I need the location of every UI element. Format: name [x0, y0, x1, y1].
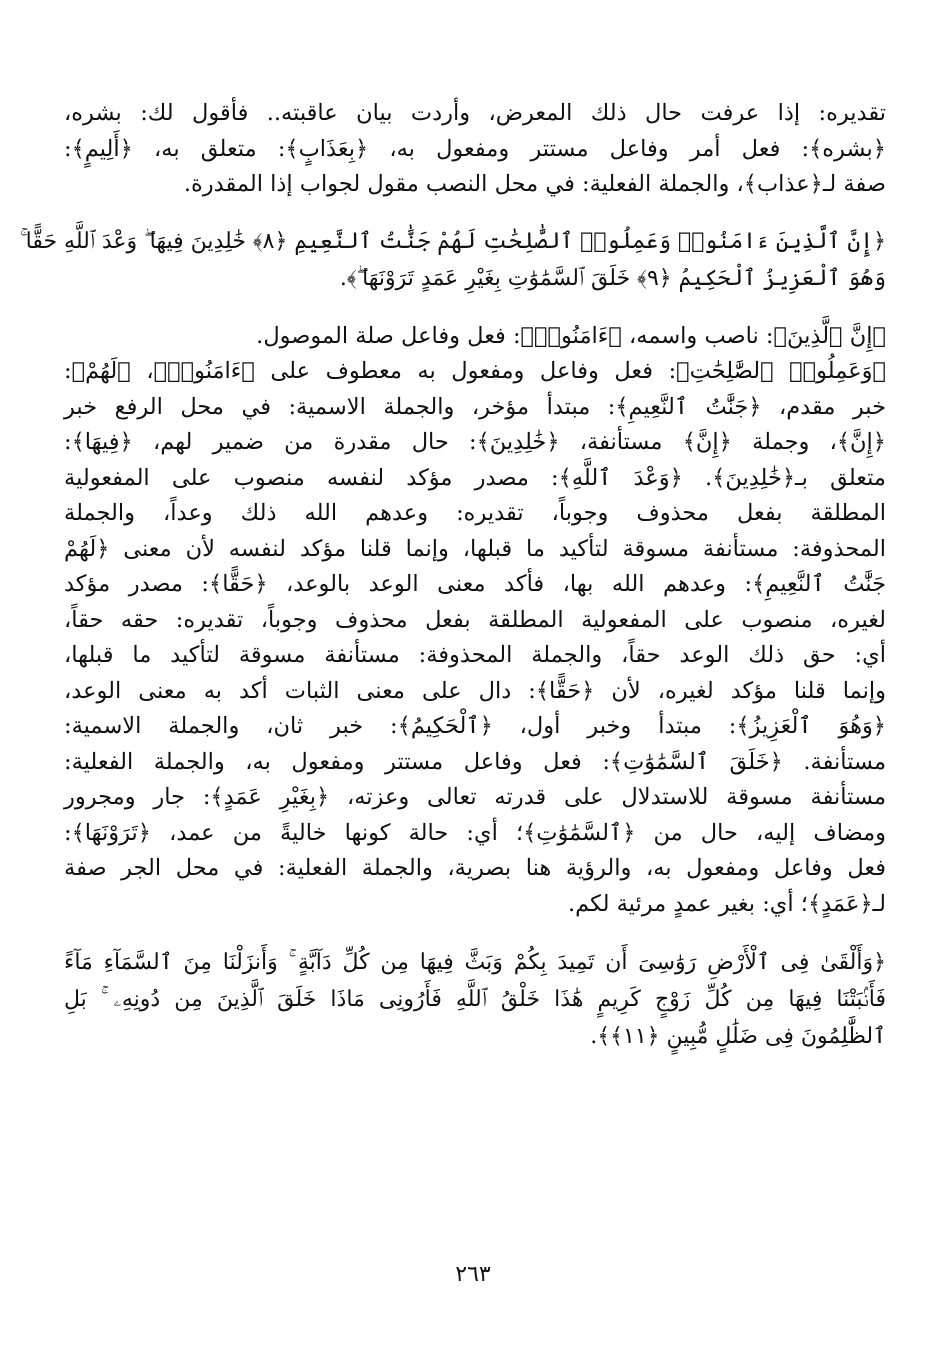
text-line: وإنما قلنا مؤكد لغيره، لأن ﴿حَقًّا﴾: دال على معنى الثبات أكد به معنى الوعد، — [64, 677, 886, 704]
verse-line: ﴿وَأَلْقَىٰ فِى ٱلْأَرْضِ رَوَٰسِىَ أَن تَمِيدَ بِكُمْ وَبَثَّ فِيهَا مِن كُلِّ دَآبَّةٍ ۚ وَأَنزَلْنَا مِنَ ٱلسَّمَآءِ مَآءً — [64, 950, 886, 975]
intro-paragraph — [64, 96, 886, 203]
quran-verse-10-11 — [64, 944, 886, 1055]
text-line: ﴿بشره﴾: فعل أمر وفاعل مستتر ومفعول به، ﴿بِعَذَابٍ﴾: متعلق به، ﴿أَلِيمٍ﴾: — [64, 135, 886, 162]
verse-line: وَهُوَ ٱلْعَزِيزُ ٱلْحَكِيمُ ﴿٩﴾ خَلَقَ ٱلسَّمَٰوَٰتِ بِغَيْرِ عَمَدٍ تَرَوْنَهَا ۖ﴾. — [339, 265, 886, 291]
text-line: مستأنفة. ﴿خَلَقَ ٱلسَّمَٰوَٰتِ﴾: فعل وفاعل مستتر ومفعول به، والجملة الفعلية: — [64, 748, 886, 775]
verse-line: فَأَنۢبَتْنَا فِيهَا مِن كُلِّ زَوْجٍ كَرِيمٍ هَٰذَا خَلْقُ ٱللَّهِ فَأَرُونِى مَاذَا خَلَقَ ٱلَّذِينَ مِن دُونِهِۦ ۚ بَلِ — [64, 987, 886, 1012]
verse-line: ٱلظَّٰلِمُونَ فِى ضَلَٰلٍ مُّبِينٍ ﴿١١﴾﴾. — [590, 1024, 886, 1049]
text-line: ﴿وَهُوَ ٱلْعَزِيزُ﴾: مبتدأ وخبر أول، ﴿ٱلْحَكِيمُ﴾: خبر ثان، والجملة الاسمية: — [64, 713, 886, 739]
text-line: لغيره، منصوب على المفعولية المطلقة بفعل محذوف وجوباً، تقديره: حقه حقاً، — [64, 606, 886, 633]
text-line: ﴿وَعَمِلُوا۟ ٱلصَّٰلِحَٰتِ﴾: فعل وفاعل ومفعول به معطوف على ﴿ءَامَنُوا۟﴾، ﴿لَهُمْ﴾: — [64, 358, 886, 384]
text-line: ﴿إِنَّ ٱلَّذِينَ﴾: ناصب واسمه، ﴿ءَامَنُوا۟﴾: فعل وفاعل صلة الموصول. — [256, 322, 886, 349]
text-line: لـ﴿عَمَدٍ﴾؛ أي: بغير عمدٍ مرئية لكم. — [568, 890, 886, 917]
quran-verse-8-9 — [20, 223, 886, 297]
text-line: صفة لـ﴿عذاب﴾، والجملة الفعلية: في محل النصب مقول لجواب إذا المقدرة. — [183, 171, 886, 197]
text-line: المحذوفة: مستأنفة مسوقة لتأكيد ما قبلها، وإنما قلنا مؤكد لنفسه لأن معنى ﴿لَهُمْ — [64, 535, 886, 562]
verse-line: ﴿إِنَّ ٱلَّذِينَ ءَامَنُوا۟ وَعَمِلُوا۟ ٱلصَّٰلِحَٰتِ لَهُمْ جَنَّٰتُ ٱلنَّعِيمِ ﴿٨﴾ خَٰلِدِينَ فِيهَا ۖ وَعْدَ ٱللَّهِ حَقًّا ۚ — [20, 228, 886, 254]
text-line: المطلقة بفعل محذوف وجوباً، تقديره: وعدهم الله ذلك وعداً، والجملة — [64, 500, 886, 526]
text-line: فعل وفاعل ومفعول به، والرؤية هنا بصرية، والجملة الفعلية: في محل الجر صفة — [64, 855, 886, 881]
text-line: ومضاف إليه، حال من ﴿ٱلسَّمَٰوَٰتِ﴾؛ أي: حالة كونها خاليةً من عمد، ﴿تَرَوْنَهَا﴾: — [64, 819, 886, 846]
text-line: جَنَّٰتُ ٱلنَّعِيمِ﴾: وعدهم الله بها، فأكد معنى الوعد بالوعد، ﴿حَقًّا﴾: مصدر مؤكد — [64, 571, 886, 597]
text-line: متعلق بـ﴿خَٰلِدِينَ﴾. ﴿وَعْدَ ٱللَّهِ﴾: مصدر مؤكد لنفسه منصوب على المفعولية — [64, 464, 886, 491]
grammar-paragraph — [64, 319, 886, 923]
text-line: تقديره: إذا عرفت حال ذلك المعرض، وأردت بيان عاقبته.. فأقول لك: بشره، — [64, 100, 886, 126]
text-line: أي: حق ذلك الوعد حقاً، والجملة المحذوفة: مستأنفة مسوقة لتأكيد ما قبلها، — [64, 642, 886, 668]
text-line: مستأنفة مسوقة للاستدلال على قدرته تعالى وعزته، ﴿بِغَيْرِ عَمَدٍ﴾: جار ومجرور — [64, 784, 886, 810]
text-line: ﴿إِنَّ﴾، وجملة ﴿إِنَّ﴾ مستأنفة، ﴿خَٰلِدِينَ﴾: حال مقدرة من ضمير لهم، ﴿فِيهَا﴾: — [64, 429, 886, 455]
page-number: ٢٦٣ — [455, 1262, 491, 1287]
text-line: خبر مقدم، ﴿جَنَّٰتُ ٱلنَّعِيمِ﴾: مبتدأ مؤخر، والجملة الاسمية: في محل الرفع خبر — [64, 393, 886, 420]
